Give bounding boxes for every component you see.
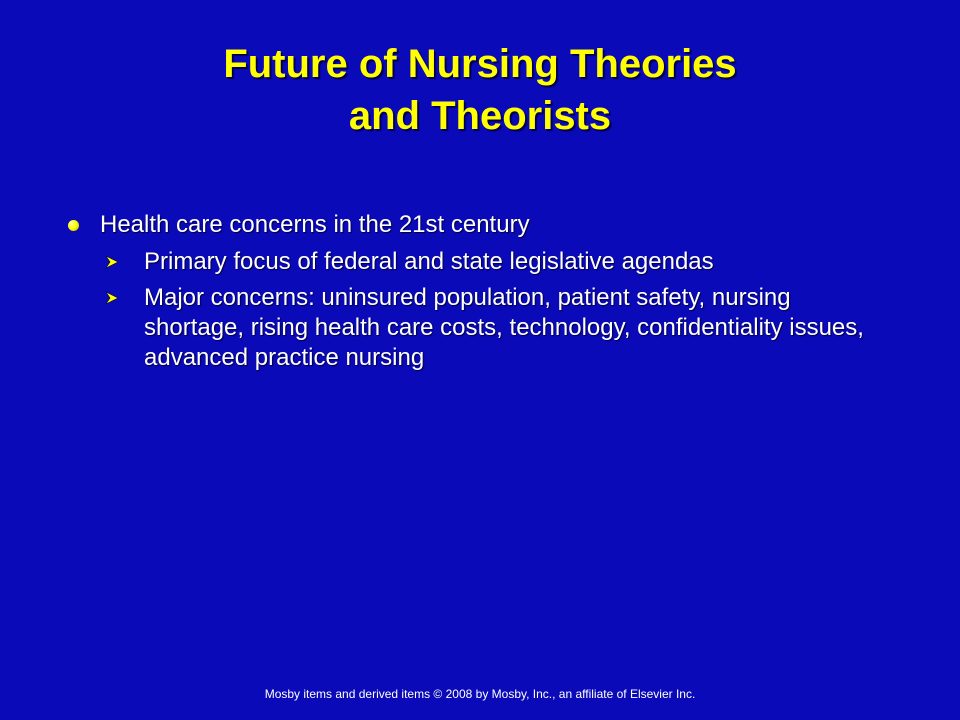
sub-bullet-text: Major concerns: uninsured population, patient safety, nursing shortage, rising health care costs, technology, confidentiality issues, advanced practice nursing bbox=[144, 284, 864, 371]
bullet-marker bbox=[62, 210, 100, 240]
yellow-dot-icon bbox=[68, 220, 79, 231]
sub-bullet-marker bbox=[102, 283, 144, 313]
slide-title-line-1: Future of Nursing Theories bbox=[223, 42, 737, 86]
arrowhead-icon bbox=[104, 254, 120, 270]
sub-bullet-item bbox=[102, 283, 882, 373]
bullet-item bbox=[62, 210, 882, 240]
bullet-text: Health care concerns in the 21st century bbox=[100, 211, 530, 238]
copyright-footer: Mosby items and derived items © 2008 by Mosby, Inc., an affiliate of Elsevier Inc. bbox=[264, 687, 696, 701]
sub-bullet-list bbox=[102, 247, 882, 373]
arrowhead-icon bbox=[104, 290, 120, 306]
slide-title-line-2: and Theorists bbox=[348, 94, 612, 138]
sub-bullet-text: Primary focus of federal and state legislative agendas bbox=[144, 248, 714, 275]
slide-title bbox=[0, 38, 960, 142]
slide-body bbox=[62, 210, 882, 379]
sub-bullet-marker bbox=[102, 247, 144, 277]
sub-bullet-item bbox=[102, 247, 882, 277]
